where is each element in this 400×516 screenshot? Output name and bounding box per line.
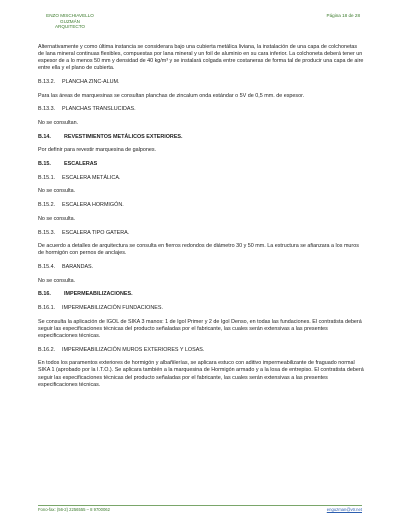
body-paragraph: De acuerdo a detalles de arquitectura se consulta en fierros redondos de diámetro 30 y 50 mm. La estructura se afianzara a los muros de hormigón con pernos de anclajes. (38, 243, 359, 257)
body-paragraph: No se consultan. (38, 120, 79, 127)
subsection-heading (38, 79, 364, 86)
body-paragraph: No se consulta. (38, 215, 76, 222)
body-paragraph: Para las áreas de marquesinas se consultan planchas de zincalum onda estándar o 5V de 0,5 mm. de espesor. (38, 92, 305, 99)
section-heading (38, 134, 364, 141)
subsection-heading (38, 175, 364, 182)
section-heading (38, 291, 364, 298)
body-paragraph: No se consulta. (38, 188, 76, 195)
body-paragraph: Se consulta la aplicación de IGOL de SIKA 3 manos: 1 de Igol Primer y 2 de Igol Denso, en todas las fundaciones. El contratista deberá seguir las especificaciones técnicas del producto señaladas por el fabricante, las cuales serán extensivas a las presentes especificaciones técnicas. (38, 318, 362, 339)
heading-title: PLANCHAS TRANSLUCIDAS. (62, 106, 136, 113)
heading-number: B.15. (38, 161, 51, 168)
heading-number: B.16. (38, 291, 51, 298)
header-author: ENZO MISCHIAVELLO GUZMÁN (46, 13, 94, 24)
footer-phone: Fono-fax: (56-2) 2256555 – 8 9700062 (38, 506, 110, 512)
heading-number: B.16.2. (38, 346, 56, 353)
heading-number: B.15.4. (38, 264, 56, 270)
section-heading (38, 161, 364, 168)
heading-number: B.15.2. (38, 202, 56, 209)
heading-title: ESCALERA HORMIGÓN. (62, 202, 124, 209)
heading-title: IMPERMEABILIZACIÓN FUNDACIONES. (62, 305, 163, 312)
heading-number: B.16.1. (38, 305, 56, 312)
header-author-block (38, 13, 102, 30)
heading-number: B.14. (38, 133, 51, 140)
heading-title: IMPERMEABILIZACIÓN MUROS EXTERIORES Y LOSAS. (62, 346, 205, 353)
subsection-heading (38, 264, 364, 271)
body-paragraph: En todos los paramentos exteriores de hormigón y albañilerías, se aplicara estuco con aditivo impermeabilizante de fraguado normal SIKA 1 (aprobado por la I.T.O.). Se aplicara también a la marquesina de Hormigón armado y a la losa de entrepiso. El contratista deberá seguir las especificaciones técnicas del producto señaladas por el fabricante, las cuales serán extensivas a las presentes especificaciones técnicas. (38, 360, 364, 388)
heading-title: IMPERMEABILIZACIONES. (64, 291, 133, 298)
heading-title: REVESTIMIENTOS METÁLICOS EXTERIORES. (64, 133, 183, 140)
heading-title: BARANDAS. (62, 264, 94, 270)
heading-title: PLANCHA ZINC-ALUM. (62, 78, 120, 85)
heading-number: B.13.3. (38, 106, 56, 113)
header-page-number: Página 18 de 28 (326, 13, 360, 18)
document-body (38, 44, 364, 395)
header-role: ARQUITECTO (54, 24, 86, 30)
subsection-heading (38, 347, 364, 354)
footer-email-link[interactable]: enguzman@vtr.net (326, 506, 362, 512)
body-paragraph: Por definir para revestir marquesina de galpones. (38, 147, 157, 154)
subsection-heading (38, 230, 364, 237)
subsection-heading (38, 202, 364, 209)
heading-title: ESCALERAS (64, 161, 98, 168)
body-paragraph: No se consulta. (38, 277, 76, 284)
heading-title: ESCALERA TIPO GATERA. (62, 229, 130, 236)
heading-number: B.13.2. (38, 78, 56, 85)
heading-title: ESCALERA METÁLICA. (62, 174, 121, 181)
heading-number: B.15.3. (38, 229, 56, 236)
subsection-heading (38, 305, 364, 312)
subsection-heading (38, 106, 364, 113)
heading-number: B.15.1. (38, 174, 56, 181)
intro-paragraph: Alternativamente y como última instancia se considerara bajo una cubierta metálica liviana, la instalación de una capa de colchonetas de lana mineral continuas flexibles, compuestas por lana mineral y un foil de aluminio en su cara inferior. La colchoneta deberá tener un espesor de a lo menos 50 mm y densidad de 40 kg/m³ y se instalará colgada entre costaneras de forma tal de producir una capa de aire entre ella y el plano de cubierta. (38, 44, 364, 72)
